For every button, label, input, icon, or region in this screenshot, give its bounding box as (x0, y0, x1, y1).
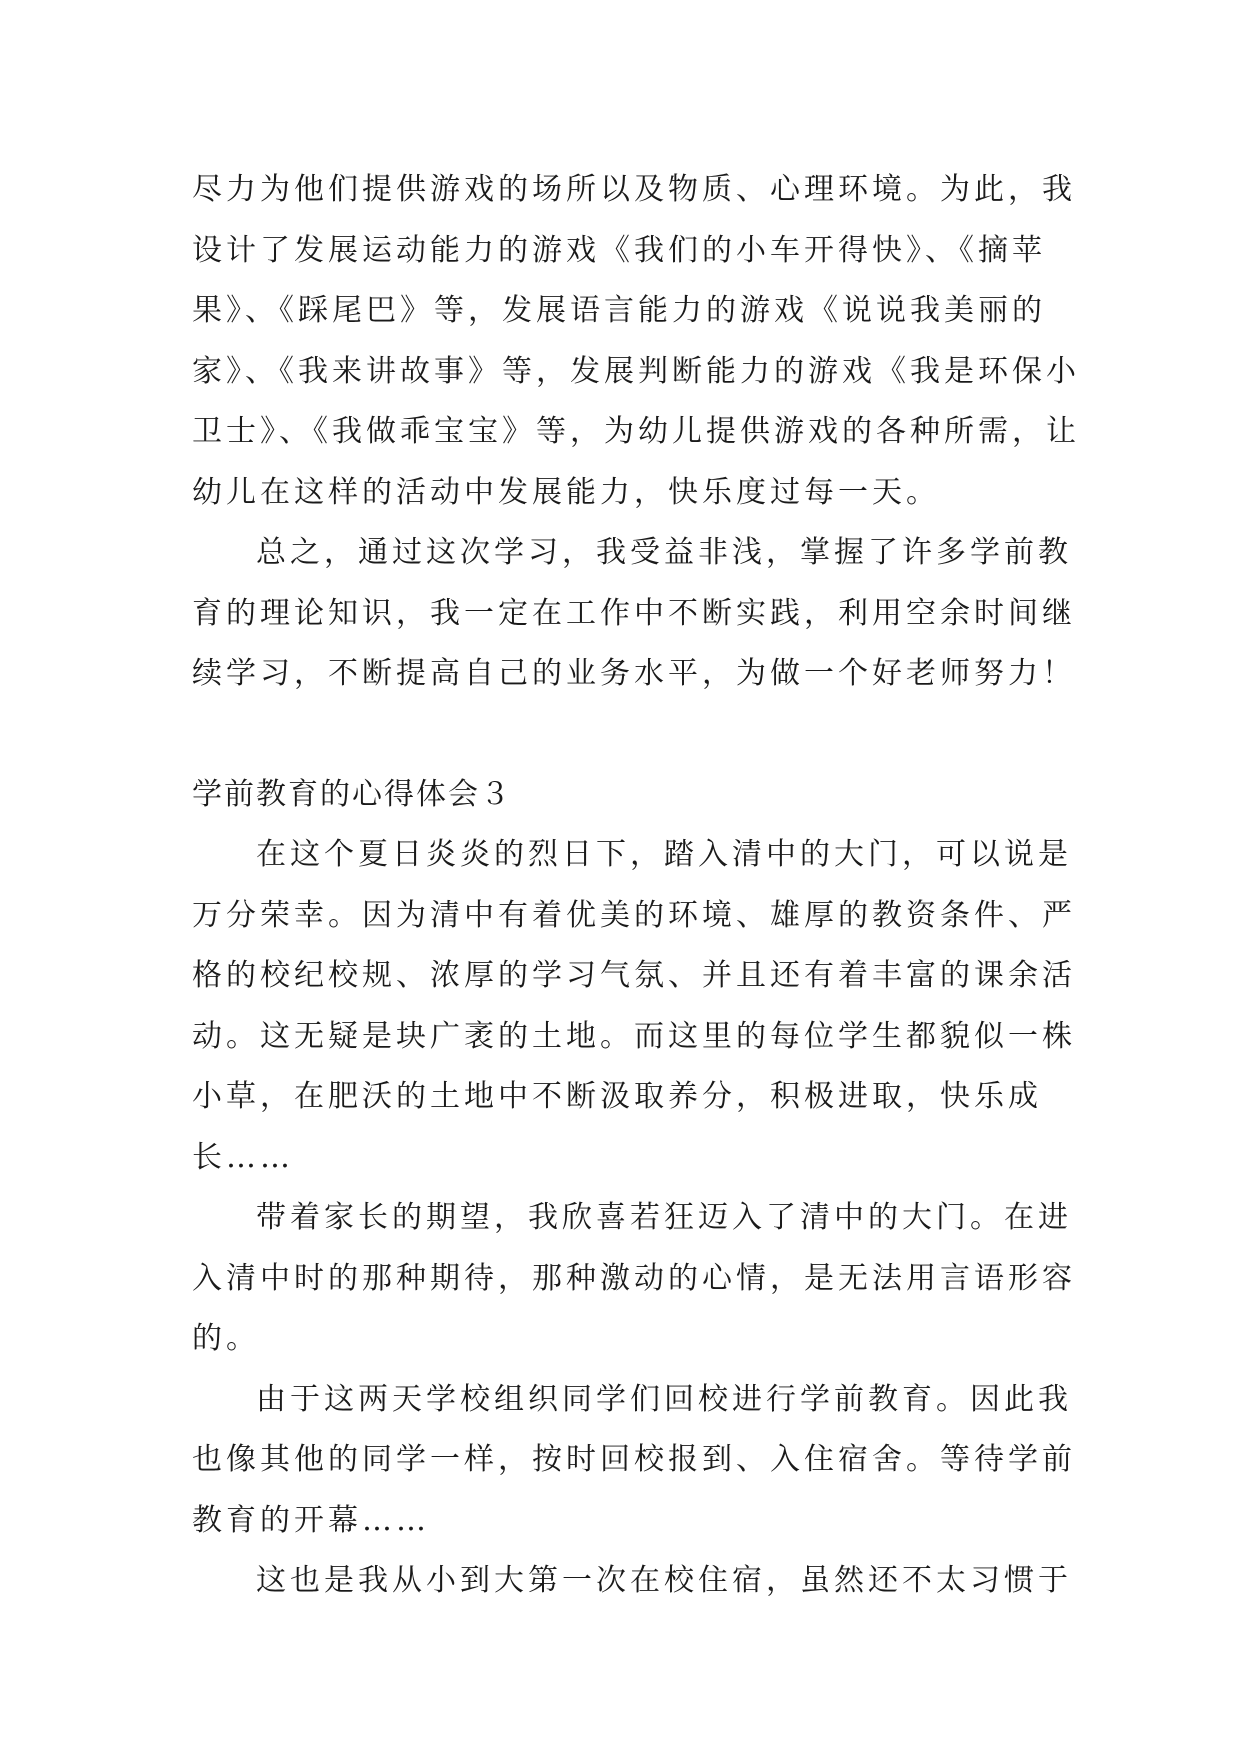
text-line: 由于这两天学校组织同学们回校进行学前教育。因此我 (256, 1381, 1072, 1417)
paragraph-1 (192, 160, 1080, 523)
text-line: 万分荣幸。因为清中有着优美的环境、雄厚的教资条件、严 (192, 897, 1076, 933)
text-line: 设计了发展运动能力的游戏《我们的小车开得快》、《摘苹 (192, 232, 1046, 268)
paragraph-6 (192, 1551, 1072, 1612)
text-line: 幼儿在这样的活动中发展能力，快乐度过每一天。 (192, 474, 940, 510)
text-line: 尽力为他们提供游戏的场所以及物质、心理环境。为此，我 (192, 172, 1076, 207)
paragraph-2 (192, 523, 1076, 705)
text-line: 育的理论知识，我一定在工作中不断实践，利用空余时间继 (192, 595, 1076, 631)
text-line: 卫士》、《我做乖宝宝》等，为幼儿提供游戏的各种所需，让 (192, 414, 1080, 449)
text-line: 动。这无疑是块广袤的土地。而这里的每位学生都貌似一株 (192, 1018, 1076, 1054)
text-line: 教育的开幕…… (192, 1502, 430, 1538)
text-line: 也像其他的同学一样，按时回校报到、入住宿舍。等待学前 (192, 1442, 1076, 1477)
document-body (192, 160, 1080, 1612)
text-line: 的。 (192, 1321, 260, 1356)
paragraph-4 (192, 1188, 1076, 1370)
text-line: 小草，在肥沃的土地中不断汲取养分，积极进取，快乐成 (192, 1079, 1042, 1114)
paragraph-5 (192, 1370, 1076, 1552)
text-line: 总之，通过这次学习，我受益非浅，掌握了许多学前教 (256, 535, 1072, 570)
text-line: 家》、《我来讲故事》等，发展判断能力的游戏《我是环保小 (192, 353, 1080, 389)
text-line: 带着家长的期望，我欣喜若狂迈入了清中的大门。在进 (256, 1200, 1072, 1235)
text-line: 果》、《踩尾巴》等，发展语言能力的游戏《说说我美丽的 (192, 293, 1046, 328)
text-line: 入清中时的那种期待，那种激动的心情，是无法用言语形容 (192, 1260, 1076, 1296)
section-heading: 学前教育的心得体会３ (192, 776, 512, 812)
text-line: 续学习，不断提高自己的业务水平，为做一个好老师努力！ (192, 656, 1076, 691)
text-line: 这也是我从小到大第一次在校住宿，虽然还不太习惯于 (256, 1563, 1072, 1598)
text-line: 长…… (192, 1139, 294, 1175)
text-line: 在这个夏日炎炎的烈日下，踏入清中的大门，可以说是 (256, 837, 1072, 872)
paragraph-3 (192, 825, 1076, 1188)
text-line: 格的校纪校规、浓厚的学习气氛、并且还有着丰富的课余活 (192, 958, 1076, 993)
section-spacer (192, 705, 1052, 765)
